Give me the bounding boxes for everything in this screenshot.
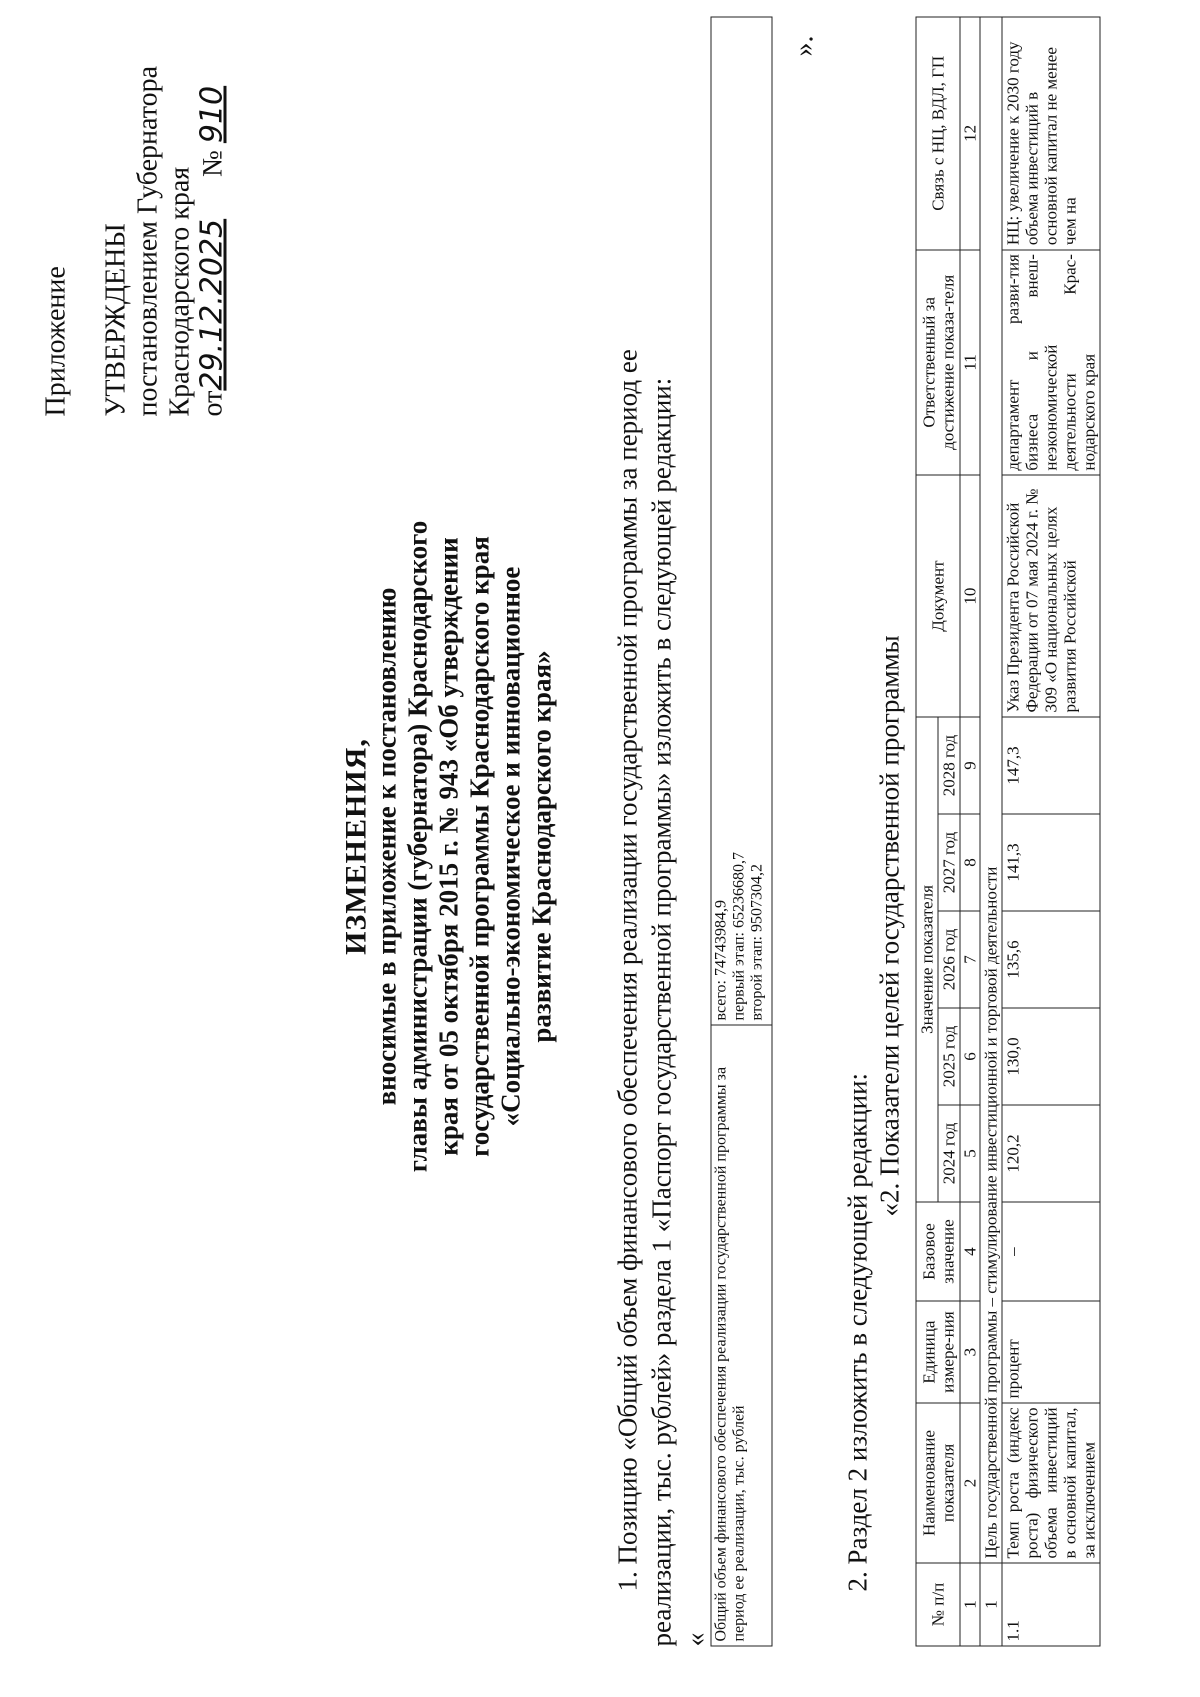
col-number: 10 bbox=[960, 475, 980, 717]
column-numbers-row bbox=[960, 17, 980, 1646]
item1-paragraph bbox=[611, 47, 679, 1647]
item1-open-quote: « bbox=[680, 1632, 712, 1647]
row-2026: 135,6 bbox=[1002, 911, 1100, 1008]
col-number: 6 bbox=[960, 1008, 980, 1105]
title-line5: государственной программы Краснодарского края bbox=[464, 536, 495, 1157]
header-unit: Единица измере-ния bbox=[916, 1301, 960, 1403]
header-resp: Ответственный за достижение показа-теля bbox=[916, 250, 960, 476]
header-values: Значение показателя bbox=[916, 717, 938, 1202]
col-number: 7 bbox=[960, 911, 980, 1008]
header-doc: Документ bbox=[916, 475, 960, 717]
row-base: – bbox=[1002, 1202, 1100, 1301]
col-number: 2 bbox=[960, 1403, 980, 1563]
header-2028: 2028 год bbox=[938, 717, 960, 814]
approved-line1: постановлением Губернатора bbox=[132, 65, 164, 417]
header-name: Наименование показателя bbox=[916, 1403, 960, 1563]
header-2025: 2025 год bbox=[938, 1008, 960, 1105]
item1-close-quote: ». bbox=[788, 35, 820, 57]
title-line4: края от 05 октября 2015 г. № 943 «Об утверждении bbox=[433, 537, 464, 1156]
indicator-row bbox=[1002, 17, 1100, 1646]
goal-row bbox=[980, 17, 1002, 1646]
header-num: № п/п bbox=[916, 1563, 960, 1646]
appendix-label: Приложение bbox=[40, 266, 72, 417]
row-num: 1.1 bbox=[1002, 1563, 1100, 1646]
number-prefix: № bbox=[197, 150, 229, 177]
header-2026: 2026 год bbox=[938, 911, 960, 1008]
header-2024: 2024 год bbox=[938, 1105, 960, 1202]
signed-number: 910 bbox=[194, 85, 230, 144]
financing-values bbox=[711, 17, 772, 1025]
approval-block bbox=[101, 17, 230, 417]
rotated-content bbox=[1, 0, 1200, 1697]
header-2027: 2027 год bbox=[938, 814, 960, 911]
title-line2: вносимые в приложение к постановлению bbox=[371, 587, 402, 1106]
header-base: Базовое значение bbox=[916, 1202, 960, 1301]
financing-stage1: первый этап: 65236680,7 bbox=[730, 852, 748, 1021]
row-2027: 141,3 bbox=[1002, 814, 1100, 911]
row-2028: 147,3 bbox=[1002, 717, 1100, 814]
row-name: Темп роста (индекс роста) физического объема инвестиций в основной капитал, за исключением bbox=[1002, 1403, 1100, 1563]
row-2025: 130,0 bbox=[1002, 1008, 1100, 1105]
title-line7: развитие Краснодарского края» bbox=[526, 650, 557, 1043]
title-line3: главы администрации (губернатора) Краснодарского bbox=[402, 520, 433, 1173]
financing-row bbox=[711, 17, 772, 1646]
row-link: НЦ: увеличение к 2030 году объема инвестиций в основной капитал не менее чем на bbox=[1002, 17, 1100, 250]
row-resp: департамент разви-тия бизнеса и внеш-неэкономической деятельности Крас-нодарского края bbox=[1002, 250, 1100, 476]
item1-line1: 1. Позицию «Общий объем финансового обеспечения реализации государственной программы за период ее bbox=[612, 349, 643, 1592]
approved-title: УТВЕРЖДЕНЫ bbox=[100, 223, 132, 417]
col-number: 1 bbox=[960, 1563, 980, 1646]
item2-paragraph: 2. Раздел 2 изложить в следующей редакции: bbox=[842, 1072, 873, 1592]
financing-total: всего: 74743984,9 bbox=[712, 900, 730, 1021]
col-number: 8 bbox=[960, 814, 980, 911]
title-line1: ИЗМЕНЕНИЯ, bbox=[339, 738, 373, 955]
indicators-table bbox=[916, 17, 1101, 1647]
item1-line2: реализации, тыс. рублей» раздела 1 «Паспорт государственной программы» изложить в следующей редакции: bbox=[646, 377, 677, 1647]
date-prefix: от bbox=[197, 390, 229, 417]
document-title bbox=[341, 347, 558, 1347]
goal-num: 1 bbox=[980, 1563, 1002, 1646]
financing-table bbox=[711, 17, 773, 1647]
header-link: Связь с НЦ, ВДЛ, ГП bbox=[916, 17, 960, 250]
goal-text: Цель государственной программы – стимулирование инвестиционной и торговой деятельности bbox=[980, 17, 1002, 1563]
col-number: 9 bbox=[960, 717, 980, 814]
col-number: 11 bbox=[960, 250, 980, 476]
header-row-1 bbox=[916, 17, 938, 1646]
signed-date: 29.12.2025 bbox=[194, 218, 230, 391]
col-number: 3 bbox=[960, 1301, 980, 1403]
approved-line2: Краснодарского края bbox=[164, 166, 196, 417]
row-doc: Указ Президента Российской Федерации от 07 мая 2024 г. № 309 «О национальных целях развития Российской bbox=[1002, 475, 1100, 717]
col-number: 4 bbox=[960, 1202, 980, 1301]
item2-subtitle: «2. Показатели целей государственной программы bbox=[874, 635, 905, 1217]
row-2024: 120,2 bbox=[1002, 1105, 1100, 1202]
approval-date-line bbox=[194, 17, 230, 417]
row-unit: процент bbox=[1002, 1301, 1100, 1403]
financing-label: Общий объем финансового обеспечения реализации государственной программы за период ее реализации, тыс. рублей bbox=[711, 1025, 772, 1646]
col-number: 12 bbox=[960, 17, 980, 250]
financing-stage2: второй этап: 9507304,2 bbox=[748, 864, 766, 1021]
col-number: 5 bbox=[960, 1105, 980, 1202]
title-line6: «Социально-экономическое и инновационное bbox=[495, 566, 526, 1127]
